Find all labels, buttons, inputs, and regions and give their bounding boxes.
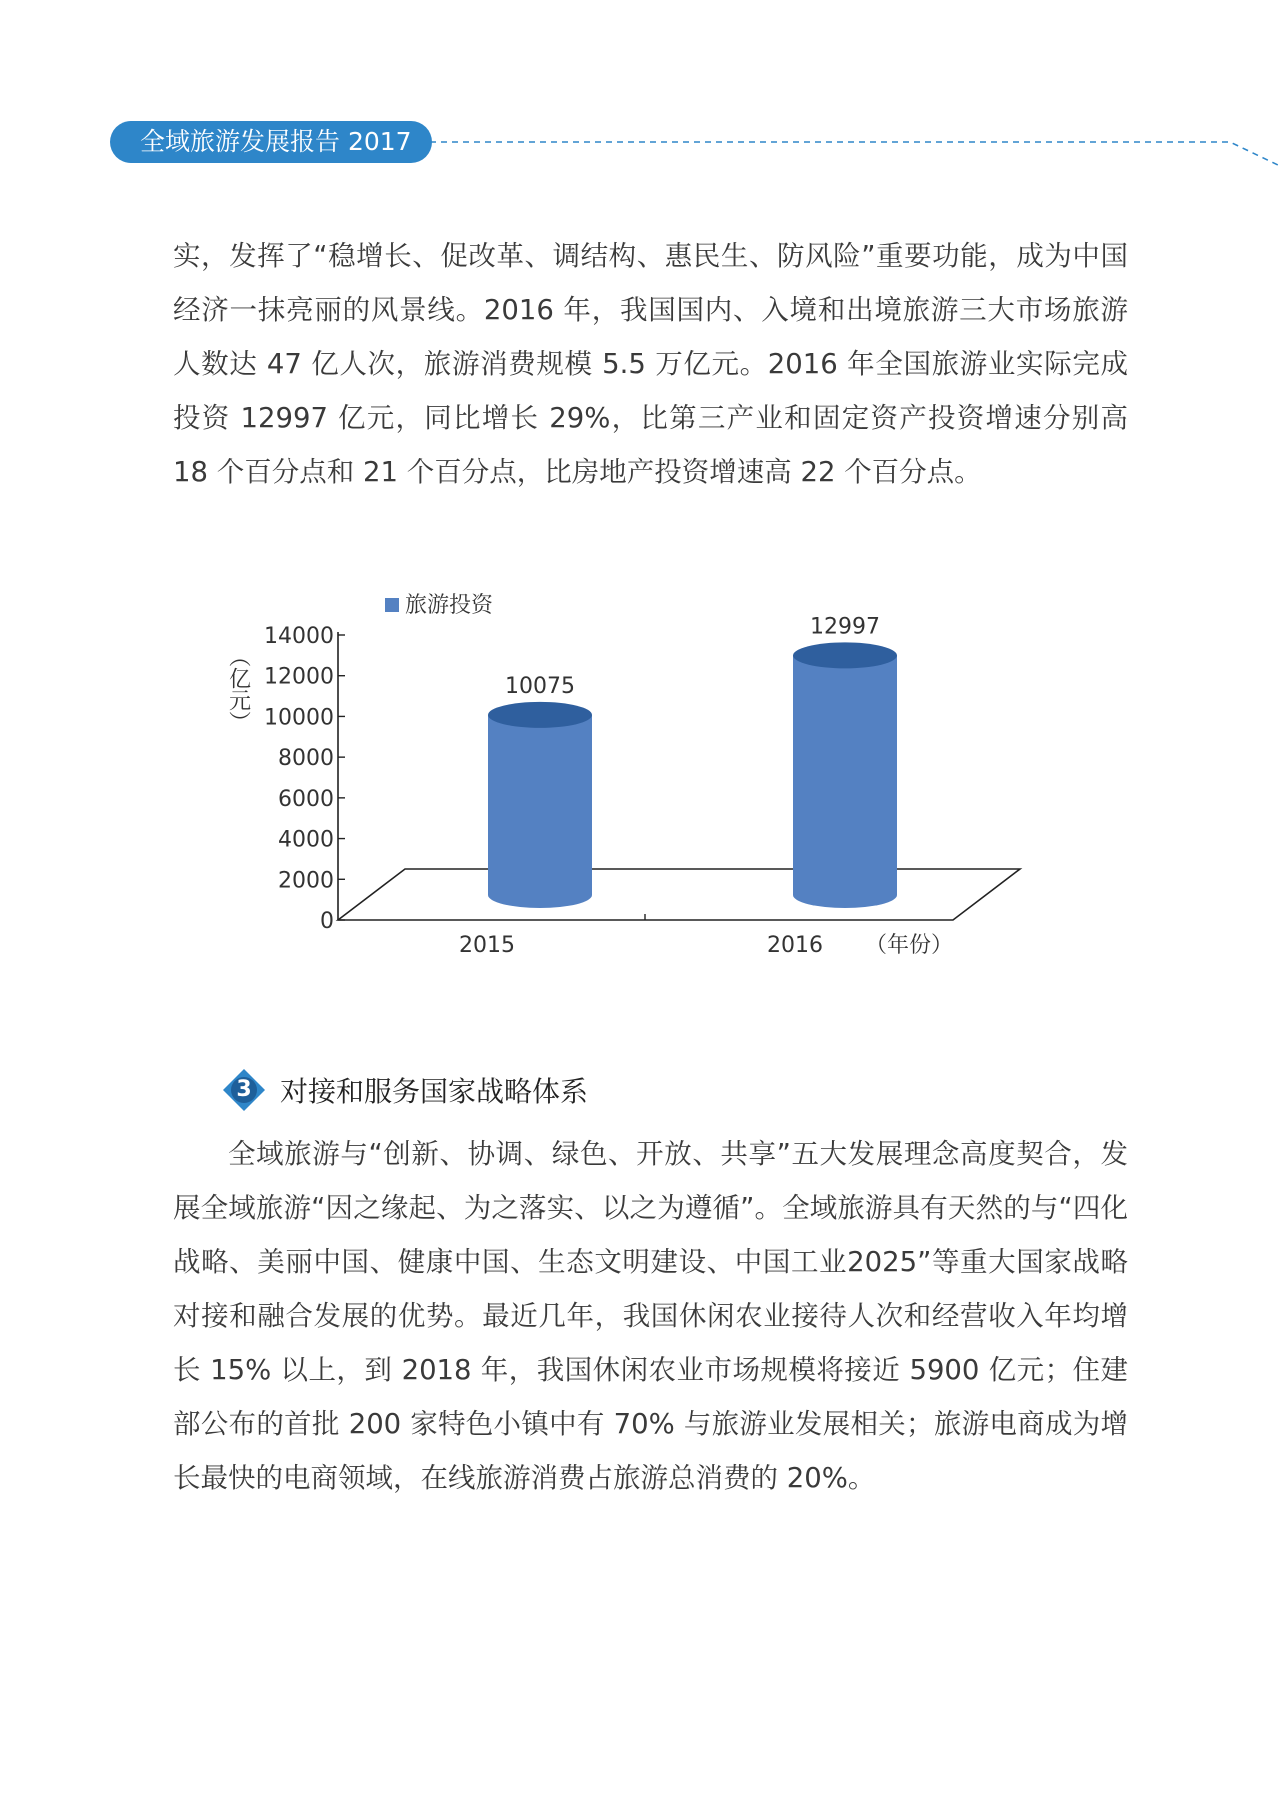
x-axis-title: （年份） — [865, 933, 954, 958]
bar-2015 — [488, 702, 592, 908]
y-tick-label: 12000 — [264, 664, 334, 690]
report-header-title: 全域旅游发展报告 2017 — [140, 127, 412, 156]
header-dashed-line — [430, 128, 1280, 168]
y-tick-label: 14000 — [264, 624, 334, 649]
y-axis-title: （亿元） — [225, 645, 251, 733]
y-tick-label: 4000 — [278, 827, 334, 853]
tourism-investment-chart — [200, 580, 1060, 980]
section-number: 3 — [236, 1077, 252, 1102]
legend-swatch — [385, 598, 399, 612]
bar-body — [793, 655, 897, 908]
section-number-badge — [222, 1068, 266, 1112]
x-tick-label: 2015 — [459, 933, 515, 958]
y-tick-label: 8000 — [278, 746, 334, 772]
y-tick-label: 0 — [320, 909, 334, 934]
data-label: 10075 — [505, 673, 575, 699]
bar-2016 — [793, 642, 897, 908]
y-tick-label: 2000 — [278, 868, 334, 894]
y-tick-label: 6000 — [278, 786, 334, 812]
report-header-badge — [110, 121, 432, 163]
legend-label: 旅游投资 — [405, 593, 494, 618]
body-paragraph-1: 实，发挥了“稳增长、促改革、调结构、惠民生、防风险”重要功能，成为中国经济一抹亮丽的风景线。2016 年，我国国内、入境和出境旅游三大市场旅游人数达 47 亿人次，旅游消费规模 5.5 万亿元。2016 年全国旅游业实际完成投资 12997 亿元，同比增长 29%，比第三产业和固定资产投资增速分别高 18 个百分点和 21 个百分点，比房地产投资增速高 22 个百分点。 — [173, 240, 1128, 488]
bar-top — [793, 642, 897, 668]
data-label: 12997 — [810, 614, 880, 640]
section-title: 对接和服务国家战略体系 — [280, 1075, 589, 1108]
body-paragraph-2: 全域旅游与“创新、协调、绿色、开放、共享”五大发展理念高度契合，发展全域旅游“因之缘起、为之落实、以之为遵循”。全域旅游具有天然的与“四化战略、美丽中国、健康中国、生态文明建设、中国工业2025”等重大国家战略对接和融合发展的优势。最近几年，我国休闲农业接待人次和经营收入年均增长 15% 以上，到 2018 年，我国休闲农业市场规模将接近 5900 亿元；住建部公布的首批 200 家特色小镇中有 70% 与旅游业发展相关；旅游电商成为增长最快的电商领域，在线旅游消费占旅游总消费的 20%。 — [173, 1138, 1128, 1494]
chart-floor — [338, 869, 1020, 920]
y-tick-label: 10000 — [264, 705, 334, 731]
bar-body — [488, 715, 592, 908]
bar-top — [488, 702, 592, 728]
x-tick-label: 2016 — [767, 933, 823, 958]
section-heading — [222, 1068, 588, 1112]
